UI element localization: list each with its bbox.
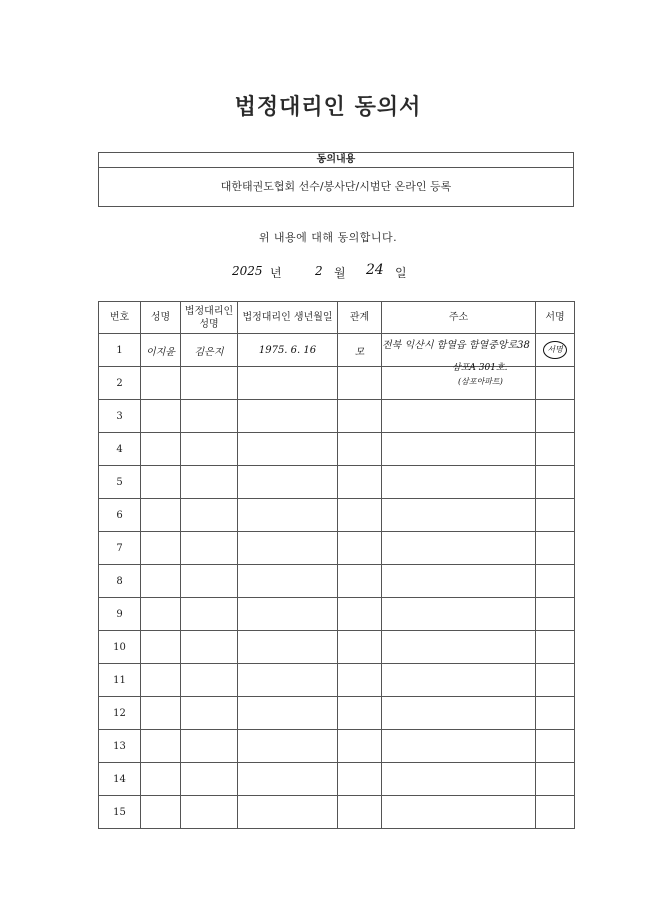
row-number: 10 [99,631,141,664]
table-row [99,730,575,763]
header-guardian-name: 법정대리인 성명 [181,302,238,334]
consent-header: 동의내용 [99,153,573,168]
date-month-label: 월 [334,266,346,280]
table-row [99,631,575,664]
row-number: 3 [99,400,141,433]
table-row [99,499,575,532]
consent-box [98,152,574,207]
row-guardian-name: 김은지 [181,334,238,367]
address-line-3: (삼포아파트) [458,377,503,386]
row-number: 13 [99,730,141,763]
row-relation: 모 [338,334,382,367]
row-number: 2 [99,367,141,400]
row-number: 6 [99,499,141,532]
row-number: 14 [99,763,141,796]
table-row [99,532,575,565]
table-header-row [99,302,575,334]
address-line-2: 삼포A 301호. [452,363,508,373]
date-day-label: 일 [395,266,407,280]
row-number: 15 [99,796,141,829]
signature-mark: 서명 [543,341,567,359]
row-number: 9 [99,598,141,631]
date-day-value: 24 [366,262,384,278]
date-year-label: 년 [270,266,282,280]
row-number: 1 [99,334,141,367]
header-number: 번호 [99,302,141,334]
table-row [99,697,575,730]
table-row [99,763,575,796]
date-year-value: 2025 [232,264,263,278]
row-number: 5 [99,466,141,499]
table-row [99,466,575,499]
date-row [0,262,656,282]
table-row [99,598,575,631]
table-row [99,334,575,367]
row-number: 12 [99,697,141,730]
table-row [99,796,575,829]
row-number: 4 [99,433,141,466]
row-name: 이지윤 [141,334,181,367]
header-name: 성명 [141,302,181,334]
row-guardian-birth: 1975. 6. 16 [238,334,338,367]
table-row [99,433,575,466]
document-title: 법정대리인 동의서 [234,95,422,120]
row-signature [536,334,575,367]
date-month-value: 2 [315,264,323,278]
consent-body: 대한태권도협회 선수/봉사단/시범단 온라인 등록 [220,180,452,193]
header-relation: 관계 [338,302,382,334]
header-signature: 서명 [536,302,575,334]
row-address [382,334,536,386]
guardian-table [98,301,575,829]
header-address: 주소 [382,302,536,334]
agreement-statement: 위 내용에 대해 동의합니다. [258,231,398,244]
row-number: 8 [99,565,141,598]
row-number: 11 [99,664,141,697]
table-row [99,400,575,433]
row-number: 7 [99,532,141,565]
table-row [99,565,575,598]
header-guardian-birth: 법정대리인 생년월일 [238,302,338,334]
address-line-1: 전북 익산시 함열읍 함열중앙로38 [382,340,530,351]
table-row [99,664,575,697]
